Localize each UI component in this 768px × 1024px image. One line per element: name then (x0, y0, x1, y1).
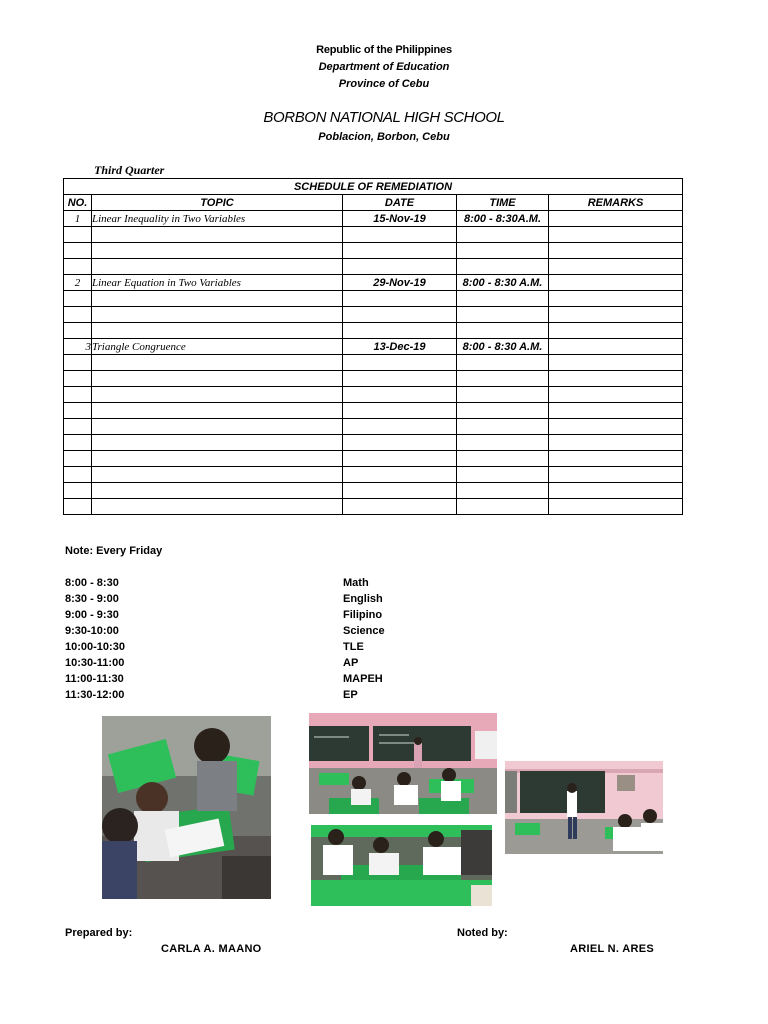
schedule-time: 8:30 - 9:00 (65, 593, 119, 605)
col-date: DATE (343, 195, 457, 211)
noted-by-label: Noted by: (457, 927, 508, 939)
row-no: 1 (64, 211, 92, 227)
photo-classroom-board (309, 713, 497, 814)
schedule-subject: English (343, 593, 383, 605)
table-row (64, 211, 683, 227)
row-no: 3 (64, 339, 92, 355)
table-row (64, 227, 683, 243)
schedule-subject: Math (343, 577, 369, 589)
remediation-table (63, 178, 683, 515)
table-row (64, 339, 683, 355)
quarter-label: Third Quarter (94, 163, 165, 177)
row-remarks (549, 211, 683, 227)
row-time: 8:00 - 8:30 A.M. (457, 275, 549, 291)
table-row (64, 451, 683, 467)
province-line: Province of Cebu (338, 78, 430, 90)
table-row (64, 387, 683, 403)
row-time: 8:00 - 8:30 A.M. (457, 339, 549, 355)
schedule-subject: EP (343, 689, 358, 701)
department-line: Department of Education (318, 61, 450, 73)
table-row (64, 371, 683, 387)
row-topic: Linear Equation in Two Variables (92, 275, 343, 291)
table-row (64, 403, 683, 419)
photo-teacher-board (505, 761, 663, 854)
school-address: Poblacion, Borbon, Cebu (318, 131, 450, 143)
table-row (64, 259, 683, 275)
table-row (64, 275, 683, 291)
schedule-time: 9:00 - 9:30 (65, 609, 119, 621)
table-row (64, 291, 683, 307)
note-every-friday: Note: Every Friday (65, 545, 163, 557)
table-row (64, 483, 683, 499)
schedule-subject: AP (343, 657, 359, 669)
table-row (64, 355, 683, 371)
schedule-time: 9:30-10:00 (65, 625, 119, 637)
school-name: BORBON NATIONAL HIGH SCHOOL (263, 109, 505, 126)
prepared-by-name: CARLA A. MAANO (161, 943, 262, 955)
row-topic: Triangle Congruence (92, 339, 343, 355)
schedule-subject: MAPEH (343, 673, 383, 685)
table-row (64, 435, 683, 451)
table-row (64, 323, 683, 339)
table-title: SCHEDULE OF REMEDIATION (64, 179, 683, 195)
table-row (64, 467, 683, 483)
table-row (64, 307, 683, 323)
table-row (64, 419, 683, 435)
schedule-subject: Filipino (343, 609, 383, 621)
schedule-time: 11:00-11:30 (65, 673, 124, 685)
schedule-time: 10:30-11:00 (65, 657, 125, 669)
row-date: 15-Nov-19 (343, 211, 457, 227)
table-row (64, 243, 683, 259)
photo-students-writing (102, 716, 271, 899)
photo-students-desks (311, 825, 492, 906)
col-topic: TOPIC (92, 195, 343, 211)
schedule-time: 8:00 - 8:30 (65, 577, 119, 589)
schedule-subject: TLE (343, 641, 364, 653)
schedule-subject: Science (343, 625, 385, 637)
noted-by-name: ARIEL N. ARES (570, 943, 654, 955)
col-time: TIME (457, 195, 549, 211)
row-no: 2 (64, 275, 92, 291)
row-date: 13-Dec-19 (343, 339, 457, 355)
row-date: 29-Nov-19 (343, 275, 457, 291)
republic-line: Republic of the Philippines (316, 44, 452, 56)
schedule-time: 10:00-10:30 (65, 641, 125, 653)
row-time: 8:00 - 8:30A.M. (457, 211, 549, 227)
row-remarks (549, 275, 683, 291)
col-remarks: REMARKS (549, 195, 683, 211)
row-remarks (549, 339, 683, 355)
col-no: NO. (64, 195, 92, 211)
table-row (64, 499, 683, 515)
row-topic: Linear Inequality in Two Variables (92, 211, 343, 227)
schedule-time: 11:30-12:00 (65, 689, 125, 701)
prepared-by-label: Prepared by: (65, 927, 133, 939)
